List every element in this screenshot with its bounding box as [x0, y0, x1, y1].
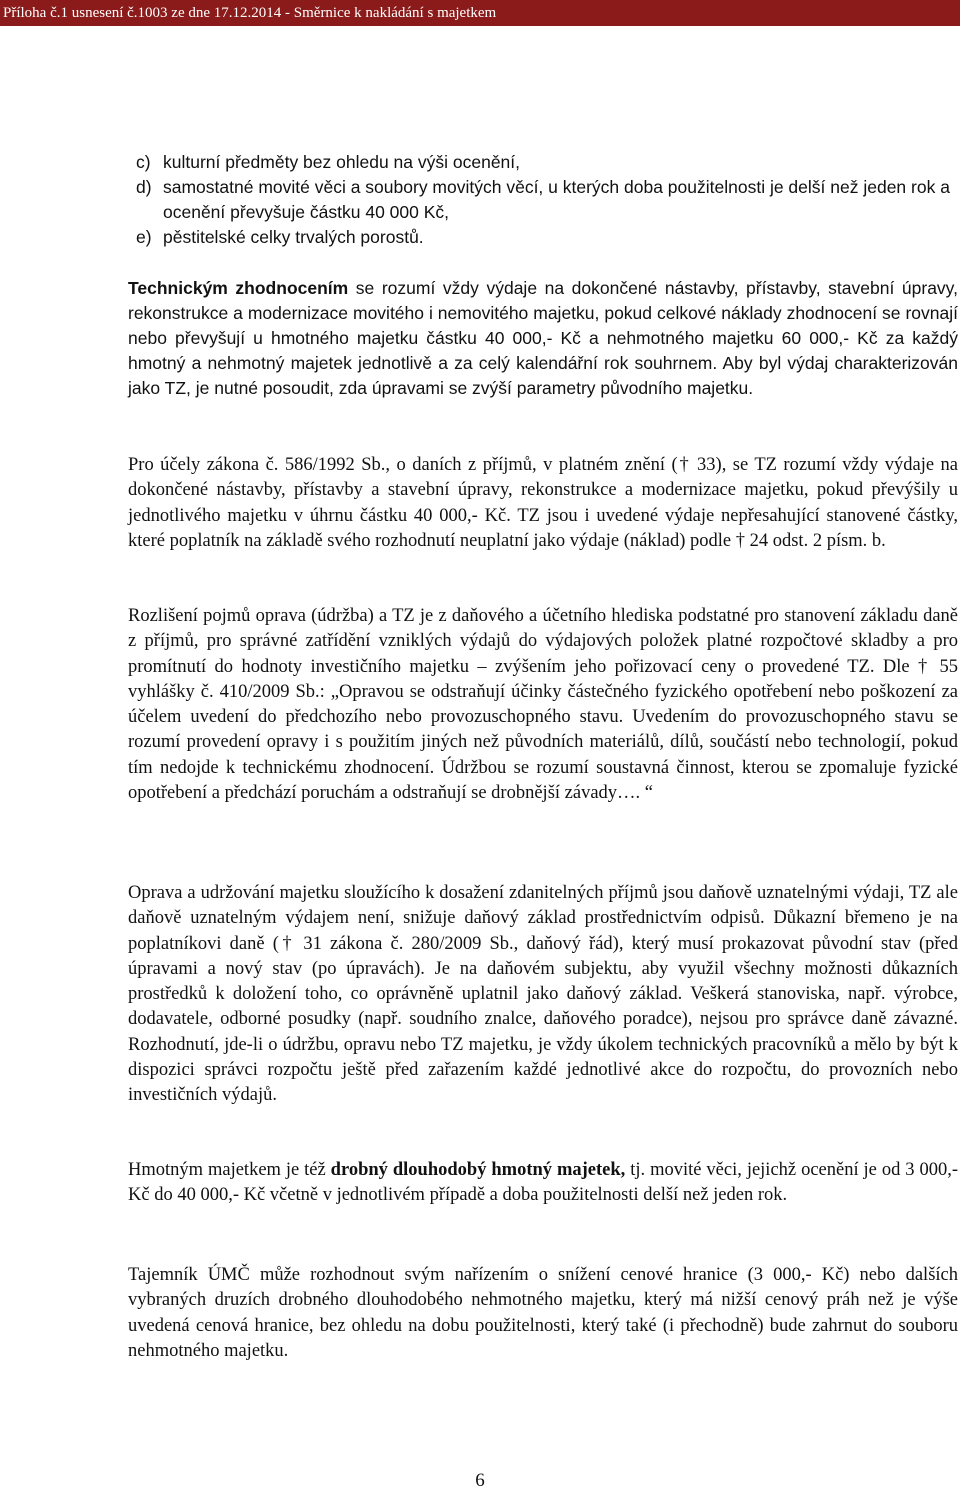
paragraph-text: se rozumí vždy výdaje na dokončené nástavby, přístavby, stavební úpravy, rekonstrukce a modernizace movitého i nemovitého majetku, pokud celkové náklady zhodnocení se rovnají nebo převyšují u hmotného majetku částku 40 000,- Kč a nehmotného majetku 60 000,- Kč za každý hmotný a nehmotný majetek jednotlivě a za celý kalendářní rok souhrnem. Aby byl výdaj charakterizován jako TZ, je nutné posoudit, zda úpravami se zvýší parametry původního majetku. — [128, 278, 958, 398]
paragraph-small-tangible-assets — [128, 1158, 958, 1209]
list-item-marker: e) — [136, 227, 152, 247]
paragraph-text: Rozlišení pojmů oprava (údržba) a TZ je z daňového a účetního hlediska podstatné pro stanovení základu daně z příjmů, pro správné zatřídění vzniklých výdajů do výdajových položek platné rozpočtové skladby a pro promítnutí do hodnoty investičního majetku – zvýšením jeho pořizovací ceny o provedené TZ. Dle † 55 vyhlášky č. 410/2009 Sb.: „Opravou se odstraňují účinky částečného fyzického opotřebení nebo poškození za účelem uvedení do předchozího nebo provozuschopného stavu. Uvedením do provozuschopného stavu se rozumí provedení opravy i s použitím jiných než původních materiálů, dílů, součástí nebo technologií, pokud tím nedojde k technickému zhodnocení. Údržbou se rozumí soustavná činnost, kterou se zpomaluje fyzické opotřebení a předchází poruchám a odstraňují se drobnější závady…. “ — [128, 606, 958, 804]
asset-category-list — [136, 150, 958, 250]
paragraph-tax-law — [128, 453, 958, 554]
paragraph-technical-improvement — [128, 276, 958, 401]
paragraph-repair-distinction — [128, 604, 958, 806]
paragraph-lead: Hmotným majetkem je též — [128, 1160, 331, 1180]
paragraph-secretary-decision — [128, 1263, 958, 1364]
list-item-text: pěstitelské celky trvalých porostů. — [163, 227, 424, 247]
paragraph-bold-lead: Technickým zhodnocením — [128, 278, 349, 298]
paragraph-text: tj. movité věci, jejichž ocenění je od 3 000,- Kč do 40 000,- Kč včetně v jednotlivém případě a doba použitelnosti delší než jeden rok. — [128, 1160, 959, 1206]
list-item — [136, 225, 958, 250]
paragraph-text: Pro účely zákona č. 586/1992 Sb., o daních z příjmů, v platném znění († 33), se TZ rozumí vždy výdaje na dokončené nástavby, přístavby a stavební úpravy, rekonstrukce a modernizace majetku, pokud převýšily u jednotlivého majetku v úhrnu částku 40 000,- Kč. TZ jsou i uvedené výdaje nepřesahující stanovené částky, které poplatník na základě svého rozhodnutí neuplatní jako výdaje (náklad) podle † 24 odst. 2 písm. b. — [128, 455, 958, 551]
list-item — [136, 150, 958, 175]
paragraph-text: Tajemník ÚMČ může rozhodnout svým nařízením o snížení cenové hranice (3 000,- Kč) nebo dalších vybraných druzích drobného dlouhodobého nehmotného majetku, který má nižší cenový práh než je výše uvedená cenová hranice, bez ohledu na dobu použitelnosti, který také (i přechodně) bude zahrnut do souboru nehmotného majetku. — [128, 1265, 958, 1361]
list-item — [136, 175, 958, 225]
list-item-text: kulturní předměty bez ohledu na výši ocenění, — [163, 152, 521, 172]
list-item-marker: c) — [136, 152, 151, 172]
paragraph-repair-maintenance — [128, 881, 958, 1109]
paragraph-text: Oprava a udržování majetku sloužícího k dosažení zdanitelných příjmů jsou daňově uznatelnými výdaji, TZ ale daňově uznatelným výdajem není, snižuje daňový základ prostřednictvím odpisů. Důkazní břemeno je na poplatníkovi daně († 31 zákona č. 280/2009 Sb., daňový řád), který musí prokazovat původní stav (před úpravami a nový stav (po úpravách). Je na daňovém subjektu, aby využil všechny možnosti důkazních prostředků k doložení toho, co oprávněně uplatnil jako daňový základ. Veškerá stanoviska, např. výrobce, dodavatele, odborné posudky (např. soudního znalce, daňového poradce), nejsou pro správce daně závazné. Rozhodnutí, jde-li o údržbu, opravu nebo TZ majetku, je vždy úkolem technických pracovníků a mělo by být k dispozici správci rozpočtu ještě před zařazením každé jednotlivé akce do rozpočtu, do provozních nebo investičních výdajů. — [128, 883, 958, 1106]
document-header-text: Příloha č.1 usnesení č.1003 ze dne 17.12.2014 - Směrnice k nakládání s majetkem — [3, 5, 497, 21]
page-number: 6 — [475, 1470, 485, 1491]
list-item-marker: d) — [136, 177, 152, 197]
document-header-bar — [0, 0, 960, 26]
paragraph-bold: drobný dlouhodobý hmotný majetek, — [330, 1160, 626, 1180]
list-item-text: samostatné movité věci a soubory movitých věcí, u kterých doba použitelnosti je delší než jeden rok a ocenění převyšuje částku 40 000 Kč, — [163, 177, 950, 222]
